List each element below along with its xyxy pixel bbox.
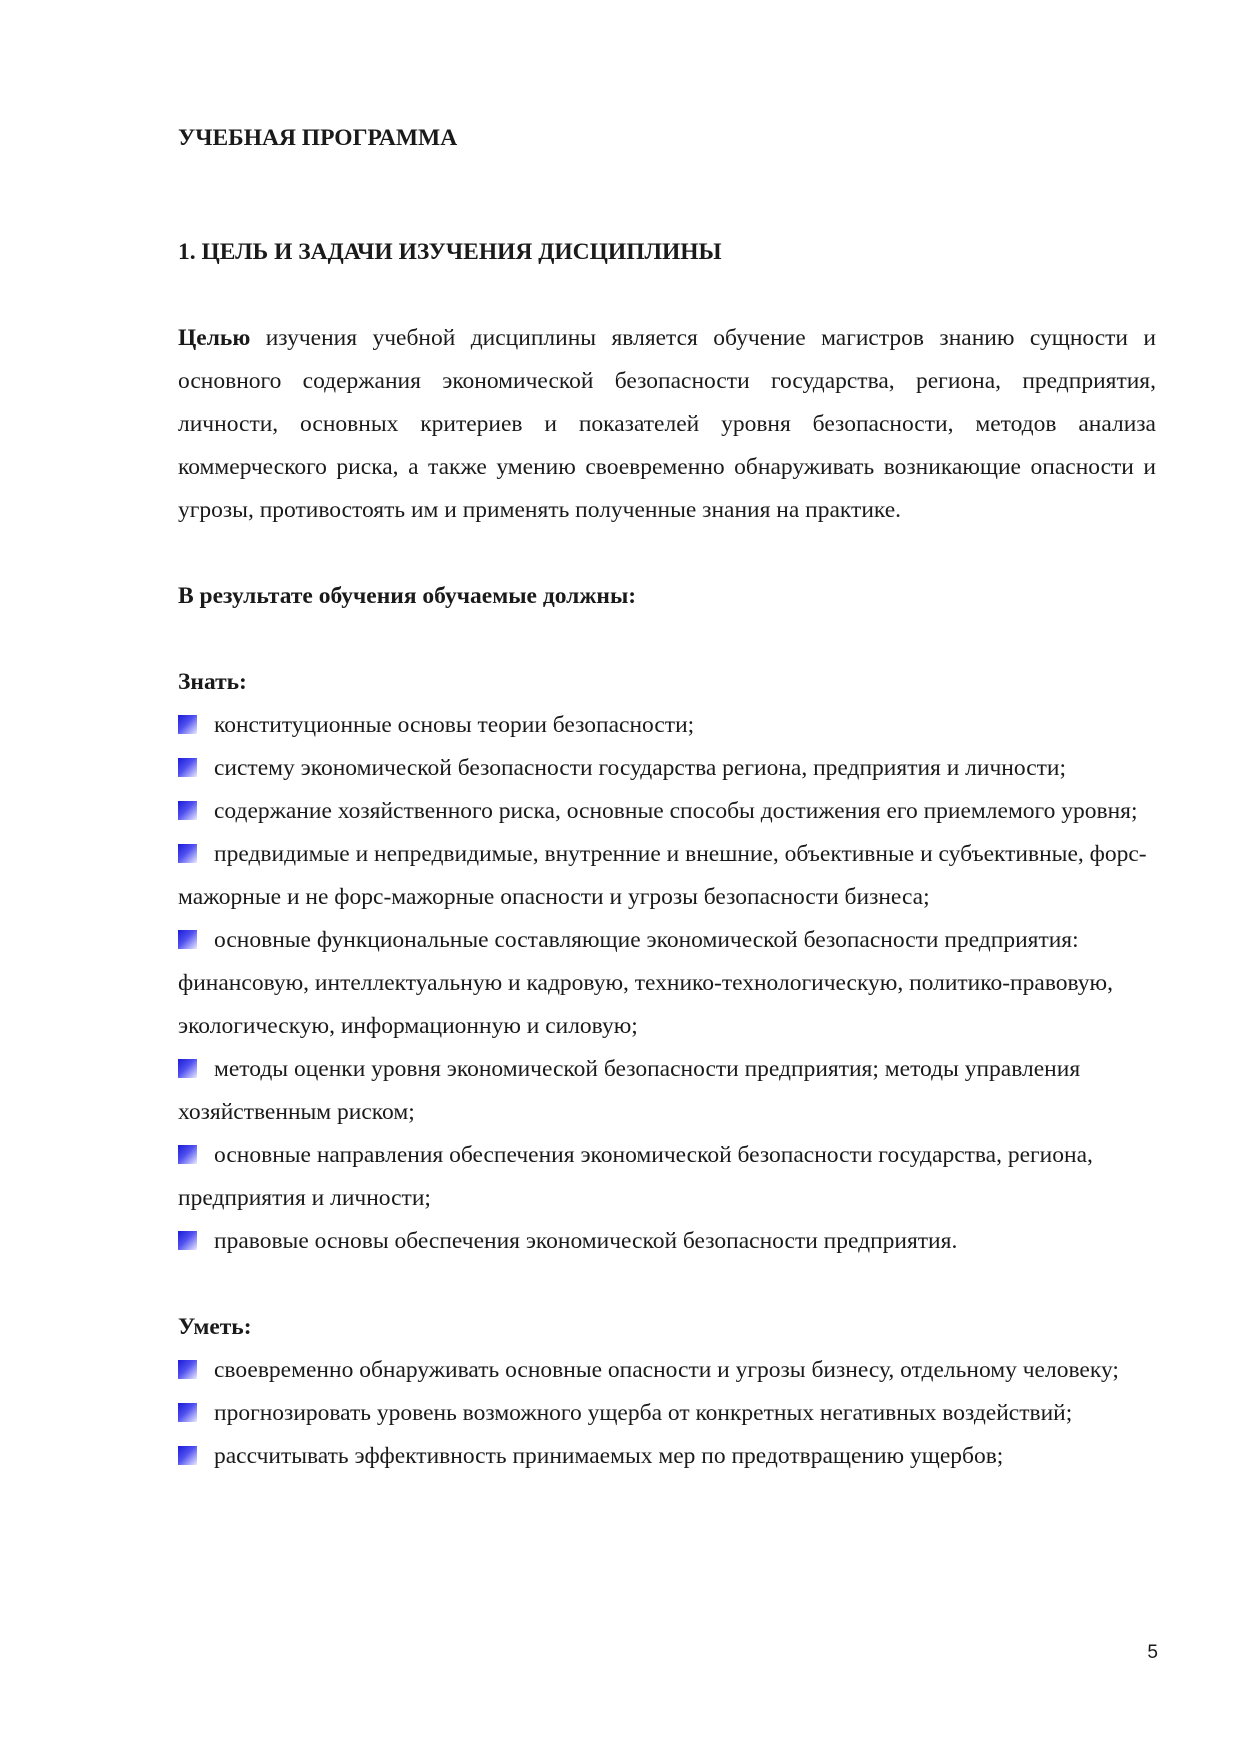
intro-text: изучения учебной дисциплины является обучение магистров знанию сущности и основного содержания экономической безопасности государства, региона, предприятия, личности, основных критериев и показателей уровня безопасности, методов анализа коммерческого риска, а также умению своевременно обнаруживать возникающие опасности и угрозы, противостоять им и применять полученные знания на практике. bbox=[178, 325, 1156, 523]
intro-lead: Целью bbox=[178, 325, 251, 351]
know-list bbox=[178, 704, 1156, 1263]
square-bullet-icon bbox=[178, 930, 197, 949]
list-item bbox=[178, 1392, 1156, 1435]
list-item-text: основные функциональные составляющие экономической безопасности предприятия: финансовую, интеллектуальную и кадровую, технико-технологическую, политико-правовую, экологическую, информационную и силовую; bbox=[178, 927, 1113, 1039]
list-item-text: методы оценки уровня экономической безопасности предприятия; методы управления хозяйственным риском; bbox=[178, 1056, 1081, 1125]
square-bullet-icon bbox=[178, 1446, 197, 1465]
list-item bbox=[178, 1435, 1156, 1478]
square-bullet-icon bbox=[178, 758, 197, 777]
list-item-text: своевременно обнаруживать основные опасности и угрозы бизнесу, отдельному человеку; bbox=[214, 1357, 1119, 1383]
page-title: УЧЕБНАЯ ПРОГРАММА bbox=[178, 125, 458, 151]
square-bullet-icon bbox=[178, 1059, 197, 1078]
list-item bbox=[178, 1349, 1156, 1392]
square-bullet-icon bbox=[178, 801, 197, 820]
square-bullet-icon bbox=[178, 1145, 197, 1164]
list-item-text: правовые основы обеспечения экономической безопасности предприятия. bbox=[214, 1228, 958, 1254]
list-item bbox=[178, 1134, 1156, 1220]
section-title: 1. ЦЕЛЬ И ЗАДАЧИ ИЗУЧЕНИЯ ДИСЦИПЛИНЫ bbox=[178, 239, 722, 265]
list-item bbox=[178, 704, 1156, 747]
list-item bbox=[178, 790, 1156, 833]
list-item bbox=[178, 747, 1156, 790]
list-item bbox=[178, 1220, 1156, 1263]
results-heading: В результате обучения обучаемые должны: bbox=[178, 583, 637, 609]
list-item bbox=[178, 833, 1156, 919]
square-bullet-icon bbox=[178, 1360, 197, 1379]
square-bullet-icon bbox=[178, 1231, 197, 1250]
list-item-text: рассчитывать эффективность принимаемых мер по предотвращению ущербов; bbox=[214, 1443, 1004, 1469]
page-number: 5 bbox=[1147, 1642, 1158, 1663]
intro-paragraph bbox=[178, 317, 1156, 532]
list-item-text: предвидимые и непредвидимые, внутренние и внешние, объективные и субъективные, форс-мажорные и не форс-мажорные опасности и угрозы безопасности бизнеса; bbox=[178, 841, 1147, 910]
list-item-text: содержание хозяйственного риска, основные способы достижения его приемлемого уровня; bbox=[214, 798, 1138, 824]
know-heading: Знать: bbox=[178, 669, 247, 695]
page-content bbox=[178, 117, 1156, 1478]
list-item-text: прогнозировать уровень возможного ущерба от конкретных негативных воздействий; bbox=[214, 1400, 1073, 1426]
square-bullet-icon bbox=[178, 715, 197, 734]
list-item bbox=[178, 1048, 1156, 1134]
list-item-text: конституционные основы теории безопасности; bbox=[214, 712, 695, 738]
list-item-text: систему экономической безопасности государства региона, предприятия и личности; bbox=[214, 755, 1067, 781]
can-list bbox=[178, 1349, 1156, 1478]
can-heading: Уметь: bbox=[178, 1314, 252, 1340]
list-item bbox=[178, 919, 1156, 1048]
square-bullet-icon bbox=[178, 1403, 197, 1422]
list-item-text: основные направления обеспечения экономической безопасности государства, региона, предприятия и личности; bbox=[178, 1142, 1093, 1211]
square-bullet-icon bbox=[178, 844, 197, 863]
